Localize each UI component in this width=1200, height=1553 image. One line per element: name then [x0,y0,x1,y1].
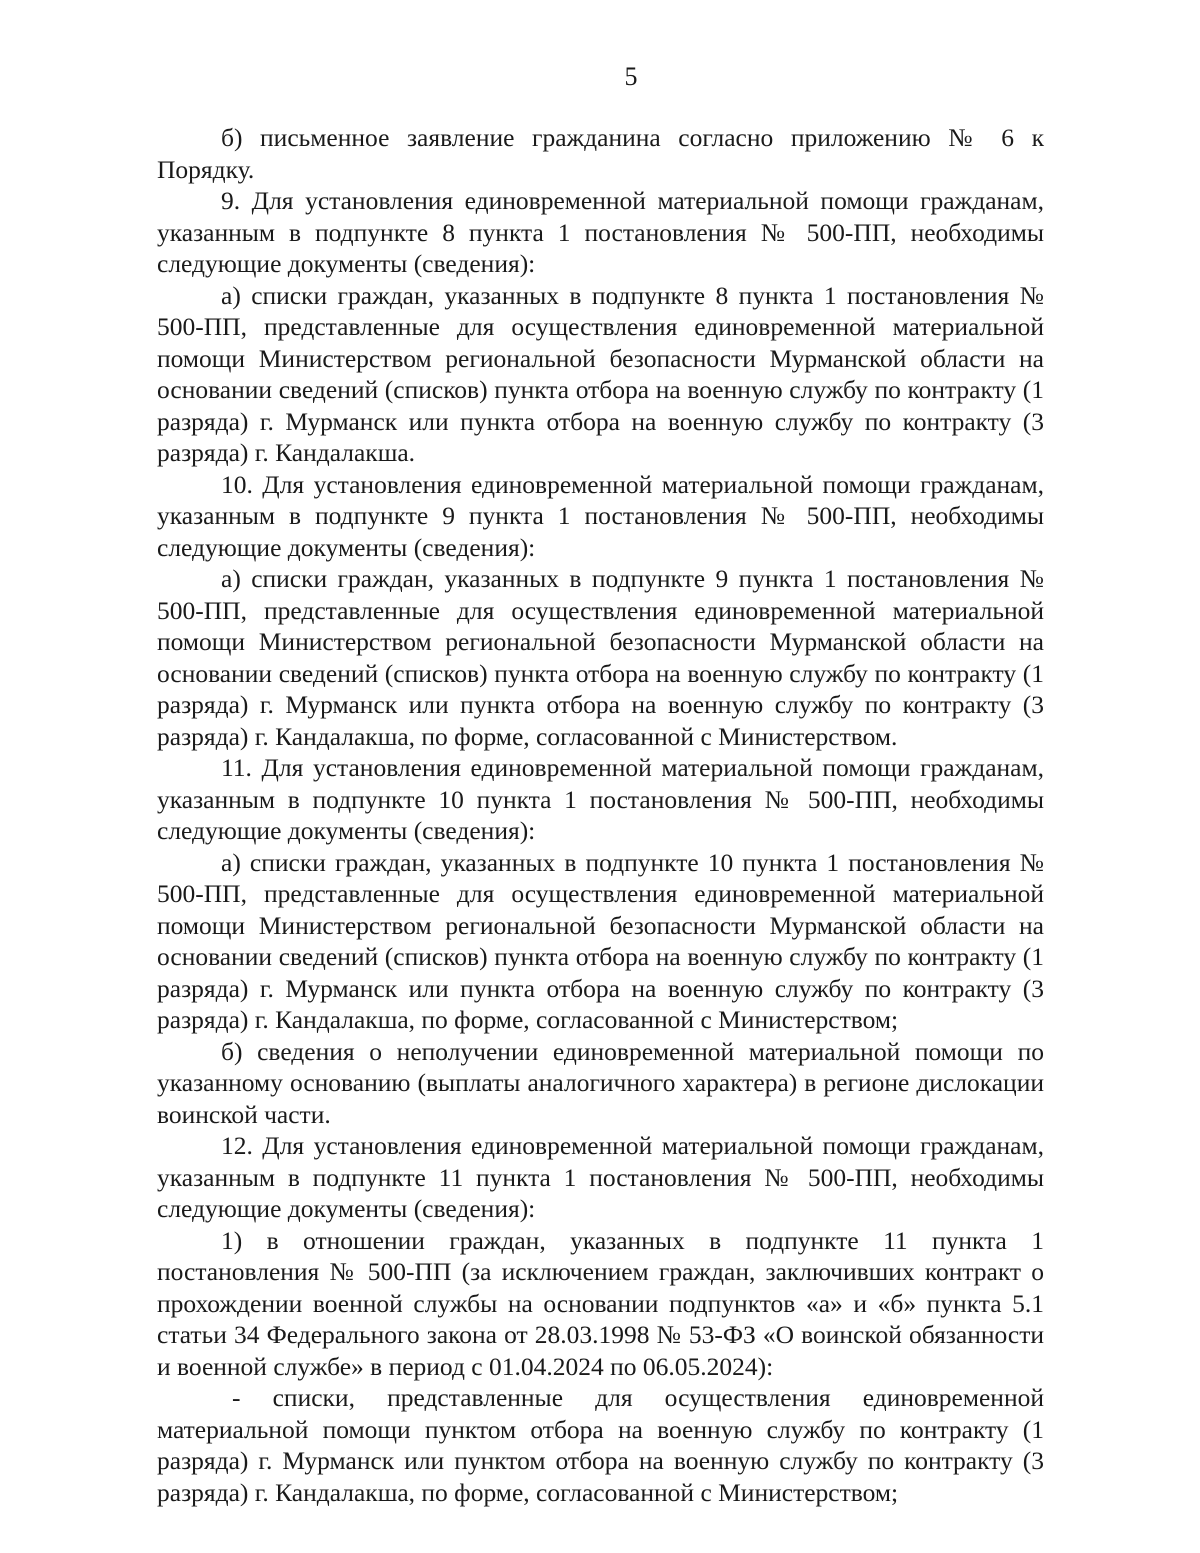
paragraph-9: 9. Для установления единовременной материальной помощи гражданам, указанным в подпункте 8 пункта 1 постановления № 500-ПП, необходимы следующие документы (сведения): [157,186,1044,278]
paragraph-10: 10. Для установления единовременной материальной помощи гражданам, указанным в подпункте 9 пункта 1 постановления № 500-ПП, необходимы следующие документы (сведения): [157,469,1044,562]
paragraph-item-b-application: б) письменное заявление гражданина согласно приложению № 6 к Порядку. [157,123,1044,184]
paragraph-9-item-a: а) списки граждан, указанных в подпункте 8 пункта 1 постановления № 500-ПП, представленные для осуществления единовременной материальной помощи Министерством региональной безопасности Мурманской области на основании сведений (списков) пункта отбора на военную службу по контракту (1 разряда) г. Мурманск или пункта отбора на военную службу по контракту (3 разряда) г. Кандалакша. [157,280,1044,467]
paragraph-12: 12. Для установления единовременной материальной помощи гражданам, указанным в подпункте 11 пункта 1 постановления № 500-ПП, необходимы следующие документы (сведения): [157,1131,1044,1223]
paragraph-11-item-a: а) списки граждан, указанных в подпункте 10 пункта 1 постановления № 500-ПП, представленные для осуществления единовременной материальной помощи Министерством региональной безопасности Мурманской области на основании сведений (списков) пункта отбора на военную службу по контракту (1 разряда) г. Мурманск или пункта отбора на военную службу по контракту (3 разряда) г. Кандалакша, по форме, согласованной с Министерством; [157,847,1044,1034]
paragraph-12-item-1: 1) в отношении граждан, указанных в подпункте 11 пункта 1 постановления № 500-ПП (за исключением граждан, заключивших контракт о прохождении военной службы на основании подпунктов «а» и «б» пункта 5.1 статьи 34 Федерального закона от 28.03.1998 № 53-ФЗ «О воинской обязанности и военной службе» в период с 01.04.2024 по 06.05.2024): [157,1225,1044,1381]
paragraph-11-item-b: б) сведения о неполучении единовременной материальной помощи по указанному основанию (выплаты аналогичного характера) в регионе дислокации воинской части. [157,1036,1044,1129]
paragraph-10-item-a: а) списки граждан, указанных в подпункте 9 пункта 1 постановления № 500-ПП, представленные для осуществления единовременной материальной помощи Министерством региональной безопасности Мурманской области на основании сведений (списков) пункта отбора на военную службу по контракту (1 разряда) г. Мурманск или пункта отбора на военную службу по контракту (3 разряда) г. Кандалакша, по форме, согласованной с Министерством. [157,564,1044,751]
paragraph-12-dash-item: - списки, представленные для осуществления единовременной материальной помощи пунктом отбора на военную службу по контракту (1 разряда) г. Мурманск или пунктом отбора на военную службу по контракту (3 разряда) г. Кандалакша, по форме, согласованной с Министерством; [157,1383,1044,1507]
document-body [157,122,1044,1508]
paragraph-11: 11. Для установления единовременной материальной помощи гражданам, указанным в подпункте 10 пункта 1 постановления № 500-ПП, необходимы следующие документы (сведения): [157,753,1044,845]
page-number: 5 [624,62,638,91]
